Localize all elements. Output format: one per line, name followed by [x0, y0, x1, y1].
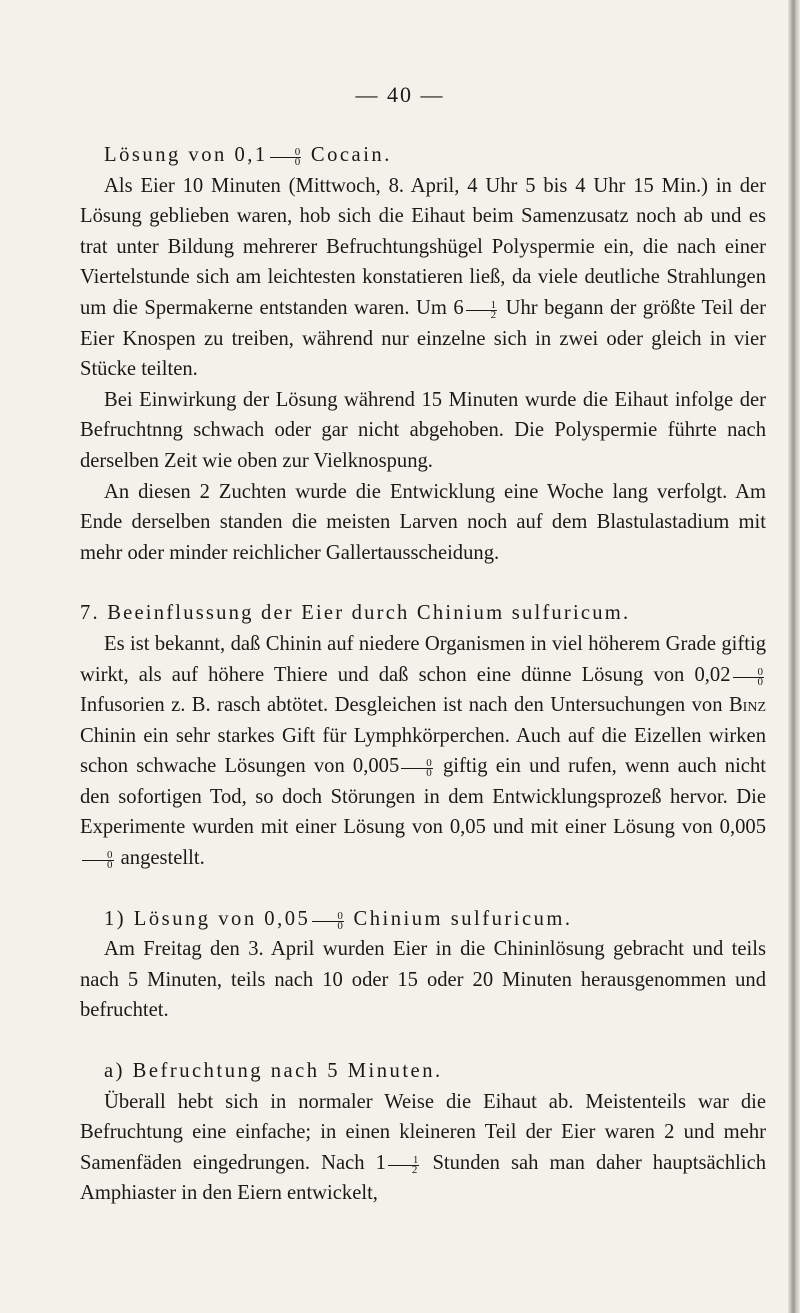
- body-text: [80, 140, 766, 1209]
- paragraph: [80, 171, 766, 385]
- page-edge-shadow: [788, 0, 800, 1313]
- fraction: [466, 298, 498, 321]
- heading-text: Cocain.: [310, 144, 392, 166]
- fraction: [733, 665, 765, 688]
- paragraph-text: Infusorien z. B. rasch abtötet. Desgleichen ist nach den Untersuchungen von: [80, 694, 723, 717]
- fraction-numerator: 0: [270, 148, 302, 158]
- heading-text: Chinium sulfuricum.: [353, 907, 573, 930]
- paragraph-text: Chinin ein sehr starkes Gift für Lymphkörperchen. Auch auf die Eizellen wirken schon schwache Lösungen von 0,005: [80, 724, 766, 778]
- heading-text: Lösung von 0,1: [104, 144, 268, 166]
- paragraph-text: giftig ein und rufen, wenn auch nicht den sofortigen Tod, so doch Störungen in dem Entwicklungsprozeß hervor. Die Experimente wurden mit einer Lösung von 0,05 und mit einer Lösung von 0,005: [80, 755, 766, 839]
- fraction: [401, 759, 433, 778]
- page-number: — 40 —: [355, 82, 445, 107]
- fraction-numerator: 1: [466, 301, 498, 311]
- paragraph: Bei Einwirkung der Lösung während 15 Minuten wurde die Eihaut infolge der Befruchtnng schwach oder gar nicht abgehoben. Die Polyspermie führte nach derselben Zeit wie oben zur Vielknospung.: [80, 388, 766, 472]
- paragraph-text: Uhr begann der größte Teil der Eier Knospen zu treiben, während nur einzelne sich in zwei oder gleich in vier Stücke teilten.: [80, 296, 766, 381]
- paragraph: [80, 629, 766, 874]
- fraction-numerator: 0: [312, 912, 344, 922]
- fraction-denominator: 2: [490, 308, 497, 321]
- section-gap: [80, 568, 766, 598]
- paragraph-text: Als Eier 10 Minuten (Mittwoch, 8. April, 4 Uhr 5 bis 4 Uhr 15 Min.) in der Lösung geblieben waren, hob sich die Eihaut beim Samenzusatz noch ab und es trat unter Bildung mehrerer Befruchtungshügel Polyspermie ein, die nach einer Viertelstunde sich am leichtesten konstatieren ließ, da viele deutliche Strahlungen um die Spermakerne entstanden waren. Um 6: [80, 174, 766, 319]
- fraction: [270, 148, 302, 167]
- fraction: [82, 851, 114, 870]
- section-gap: [80, 874, 766, 904]
- paragraph-text: Überall hebt sich in normaler Weise die Eihaut ab. Meistenteils war die Befruchtung eine einfache; in einen kleineren Teil der Eier waren 2 und mehr Samenfäden eingedrungen. Nach 1: [80, 1090, 766, 1174]
- fraction-numerator: 1: [388, 1156, 420, 1166]
- paragraph-text: angestellt.: [120, 847, 205, 870]
- fraction-denominator: 2: [411, 1163, 418, 1176]
- fraction-numerator: 0: [401, 759, 433, 769]
- fraction-numerator: 0: [82, 851, 114, 861]
- author-name: Binz: [728, 694, 766, 717]
- paragraph: Am Freitag den 3. April wurden Eier in die Chininlösung gebracht und teils nach 5 Minuten, teils nach 10 oder 15 oder 20 Minuten herausgenommen und befruchtet.: [80, 938, 766, 1022]
- fraction-denominator: 0: [337, 919, 343, 932]
- paragraph: [80, 1087, 766, 1209]
- section-heading-cocain: [80, 140, 766, 171]
- section-gap: [80, 1026, 766, 1056]
- fraction-denominator: 0: [426, 767, 432, 780]
- fraction: [388, 1153, 420, 1176]
- fraction-denominator: 0: [757, 675, 763, 688]
- paragraph-text: Stunden sah man daher hauptsächlich Amphiaster in den Eiern entwickelt,: [80, 1151, 767, 1205]
- fraction-denominator: 0: [107, 859, 113, 872]
- subsection-heading-a: a) Befruchtung nach 5 Minuten.: [104, 1060, 443, 1083]
- fraction-numerator: 0: [733, 668, 765, 678]
- heading-text: 1) Lösung von 0,05: [104, 907, 311, 930]
- paragraph: An diesen 2 Zuchten wurde die Entwicklung eine Woche lang verfolgt. Am Ende derselben standen die meisten Larven noch auf dem Blastulastadium mit mehr oder minder reichlicher Gallertausscheidung.: [80, 480, 766, 564]
- paragraph-text: Es ist bekannt, daß Chinin auf niedere Organismen in viel höherem Grade giftig wirkt, als auf höhere Thiere und daß schon eine dünne Lösung von 0,02: [80, 632, 766, 686]
- subsection-heading-1: [80, 904, 766, 935]
- section-heading-chinium: 7. Beeinflussung der Eier durch Chinium sulfuricum.: [80, 602, 631, 625]
- fraction-denominator: 0: [294, 156, 301, 168]
- fraction: [312, 909, 344, 932]
